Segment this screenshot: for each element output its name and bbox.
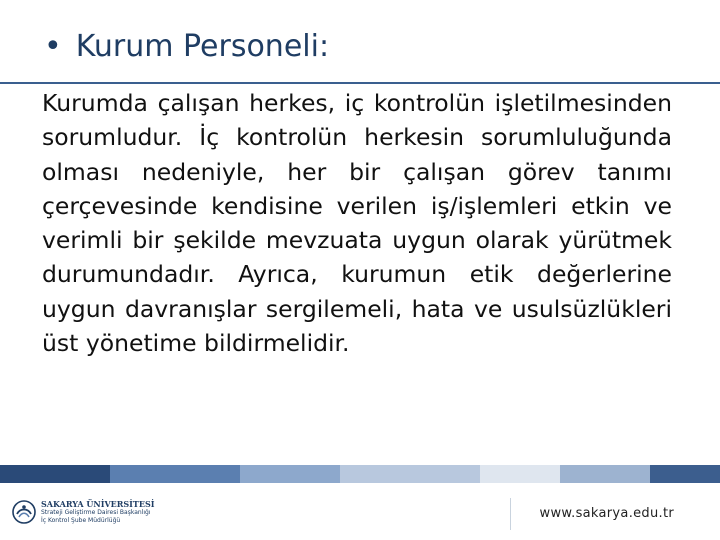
logo-university-name: SAKARYA ÜNİVERSİTESİ — [41, 499, 155, 509]
title-bullet: • — [44, 29, 62, 64]
university-logo-icon — [12, 500, 36, 524]
footer-color-band — [0, 465, 720, 483]
logo-unit-name: İç Kontrol Şube Müdürlüğü — [41, 517, 121, 524]
band-segment — [650, 465, 720, 483]
band-segment — [480, 465, 560, 483]
logo-text-block — [41, 499, 155, 525]
band-segment — [340, 465, 480, 483]
slide-title: Kurum Personeli: — [75, 29, 330, 64]
title-divider — [0, 82, 720, 84]
slide-body-text: Kurumda çalışan herkes, iç kontrolün işletilmesinden sorumludur. İç kontrolün herkesin sorumluluğunda olması nedeniyle, her bir çalışan görev tanımı çerçevesinde kendisine verilen iş/işlemleri etkin ve verimli bir şekilde mevzuata uygun olarak yürütmek durumundadır. Ayrıca, kurumun etik değerlerine uygun davranışlar sergilemeli, hata ve usulsüzlükleri üst yönetime bildirmelidir. — [42, 89, 672, 358]
university-logo — [12, 499, 155, 525]
band-segment — [0, 465, 110, 483]
band-segment — [560, 465, 650, 483]
band-segment — [240, 465, 340, 483]
band-segment — [110, 465, 240, 483]
website-url: www.sakarya.edu.tr — [539, 506, 674, 521]
footer-separator — [510, 498, 511, 530]
title-row — [44, 29, 330, 64]
logo-department-name: Strateji Geliştirme Dairesi Başkanlığı — [41, 509, 151, 516]
